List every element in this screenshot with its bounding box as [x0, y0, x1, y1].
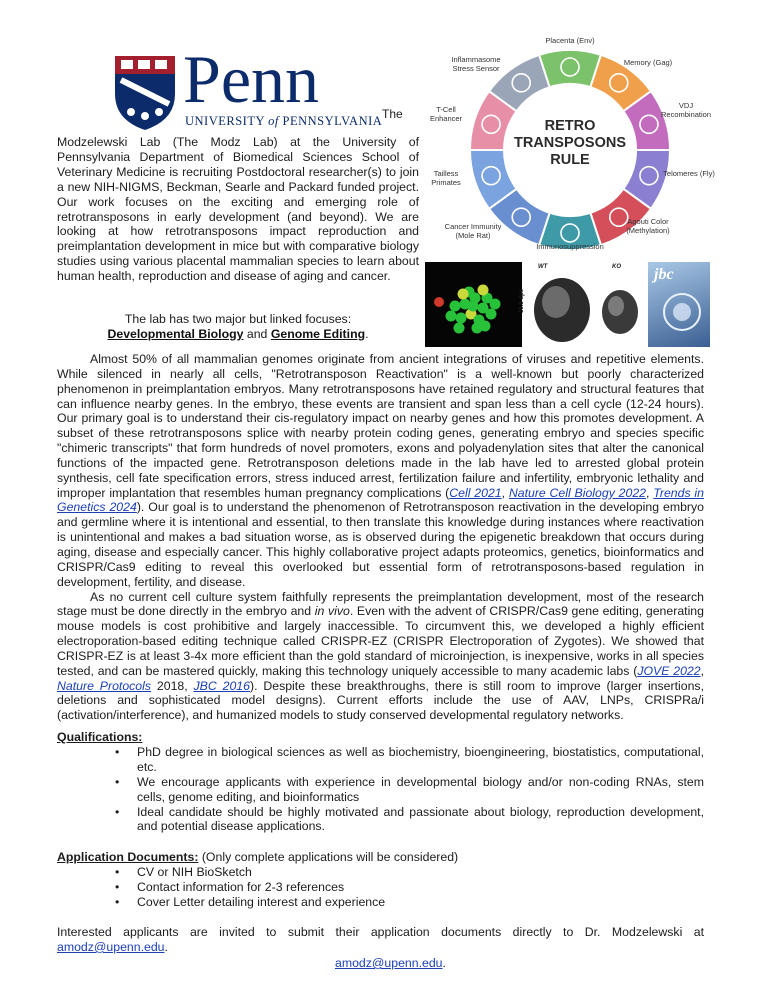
email-link[interactable]: amodz@upenn.edu — [57, 939, 165, 954]
embryo-cell-icon — [446, 311, 457, 322]
link-nature-cell-biology-2022[interactable]: Nature Cell Biology 2022 — [508, 485, 647, 500]
intro-lead-word: The — [382, 107, 403, 121]
intro-paragraph: Modzelewski Lab (The Modz Lab) at the University of Pennsylvania Department of Biomedical Sciences School of Veterinary Medicine is recruiting Postdoctoral researcher(s) to join a new NIH-NIGMS, Beckman, Searle and Packard funded project. Our work focuses on the exciting and emerging role of retrotransposons in early development (and beyond). We are looking at how retrotransposons impact reproduction and preimplantation development in mice but with comparative biology studies using various placental mammalian species to learn about human health, reproduction and disease of aging and cancer. — [57, 135, 419, 284]
jbc-cover-image — [648, 262, 710, 347]
email-footer: amodz@upenn.edu. — [335, 956, 446, 970]
link-jbc-2016[interactable]: JBC 2016 — [193, 678, 250, 693]
research-description — [57, 352, 704, 723]
application-heading: Application Documents: — [57, 850, 199, 864]
wheel-label-vdj: VDJ Recombination — [660, 101, 712, 119]
paragraph-crispr-ez: As no current cell culture system faithfully represents the preimplantation development, most of the research stage must be done directly in the embryo and in vivo. Even with the advent of CRISPR/Cas9 gene editing, generating mouse models is cost prohibitive and largely inaccessible. To circumvent this, we developed a highly efficient electroporation-based editing technique called CRISPR-EZ (CRISPR Electroporation of Zygotes). We showed that CRISPR-EZ is at least 3-4x more efficient than the gold standard of microinjection, is inexpensive, works in all species tested, and can be mastered quickly, making this technology uniquely accessible to many academic labs (JOVE 2022, Nature Protocols 2018, JBC 2016). Despite these breakthroughs, there is still room to improve (larger insertions, deletions and sophisticated model designs). Current efforts include the use of AAV, LNPs, CRISPRa/i (activation/interference), and humanized models to study conserved developmental regulatory networks. — [57, 589, 705, 723]
focus-genome-editing: Genome Editing — [270, 326, 366, 341]
list-item: • Contact information for 2-3 references — [57, 880, 704, 895]
email-link-footer[interactable]: amodz@upenn.edu — [335, 956, 443, 970]
link-trends-in-genetics-2024[interactable]: Trends in Genetics 2024 — [57, 485, 704, 515]
list-item: • PhD degree in biological sciences as well as biochemistry, bioengineering, biostatistics, computational, etc. — [57, 745, 704, 775]
wheel-label-telomeres: Telomeres (Fly) — [663, 169, 715, 178]
wheel-label-tailless: Tailless Primates — [431, 169, 461, 187]
link-jove-2022[interactable]: JOVE 2022 — [637, 663, 701, 678]
jbc-title: jbc — [654, 266, 674, 283]
qualifications-heading: Qualifications: — [57, 730, 143, 744]
wheel-label-placenta: Placenta (Env) — [545, 36, 595, 45]
wheel-label-immuno: Immunosuppression — [536, 242, 604, 251]
list-item: • Cover Letter detailing interest and experience — [57, 895, 704, 910]
embryo-cell-icon — [468, 301, 479, 312]
polar-body-icon — [434, 297, 444, 307]
qualifications-section — [57, 730, 704, 834]
embryo-cell-icon — [454, 323, 465, 334]
link-nature-protocols[interactable]: Nature Protocols — [57, 678, 152, 693]
embryo-cell-icon — [486, 309, 497, 320]
penn-wordmark: Penn — [183, 41, 319, 117]
application-list — [57, 865, 704, 910]
embryo-cell-icon — [480, 321, 491, 332]
wheel-label-tcell: T-Cell Enhancer — [429, 105, 463, 123]
focus-statement: The lab has two major but linked focuses: Developmental Biology and Genome Editing. — [57, 312, 419, 342]
focus-developmental-biology: Developmental Biology — [107, 326, 244, 341]
embryo-photo-icon — [524, 262, 646, 347]
dpc-label: 10.5 dpc — [519, 288, 526, 314]
penn-logo — [113, 41, 383, 132]
qualifications-list — [57, 745, 704, 834]
embryo-cell-icon — [450, 301, 461, 312]
embryo-cells-icon — [425, 262, 522, 347]
application-documents-section — [57, 850, 704, 910]
embryo-cell-icon — [458, 289, 469, 300]
link-cell-2021[interactable]: Cell 2021 — [449, 485, 502, 500]
wheel-label-cancer: Cancer Immunity (Mole Rat) — [444, 222, 502, 240]
retrotransposons-wheel — [420, 30, 720, 260]
embryo-cell-icon — [456, 313, 467, 324]
mouse-embryo-image — [519, 262, 646, 347]
embryo-fluorescence-image — [425, 262, 522, 347]
list-item: • CV or NIH BioSketch — [57, 865, 704, 880]
embryo-cell-icon — [478, 285, 489, 296]
wheel-center-title: RETRO TRANSPOSONS RULE — [514, 118, 626, 168]
application-note: (Only complete applications will be considered) — [198, 850, 459, 864]
embryo-cell-icon — [490, 299, 501, 310]
focus-line: The lab has two major but linked focuses: — [124, 312, 352, 326]
closing-paragraph: Interested applicants are invited to submit their application documents directly to Dr. Modzelewski at amodz@upenn.edu. — [57, 925, 704, 954]
wheel-label-agouti: Agouti Color (Methylation) — [626, 217, 670, 235]
wt-label: WT — [538, 264, 548, 270]
ko-label: KO — [612, 264, 621, 270]
list-item: • We encourage applicants with experience in developmental biology and/or non-coding RNAs, stem cells, genome editing, and bioinformatics — [57, 775, 704, 805]
list-item: • Ideal candidate should be highly motivated and passionate about biology, reproduction development, and potential disease applications. — [57, 805, 704, 835]
penn-subtitle: UNIVERSITY of PENNSYLVANIA — [185, 114, 383, 128]
wheel-label-memory: Memory (Gag) — [623, 58, 673, 67]
wheel-label-inflammasome: Inflammasome Stress Sensor — [451, 55, 501, 73]
paragraph-retrotransposons: Almost 50% of all mammalian genomes originate from ancient integrations of viruses and repetitive elements. While silenced in nearly all cells, "Retrotransposon Reactivation" is a well-known but poorly characterized phenomenon in preimplantation embryos. Many retrotransposons have retained regulatory and structural features that can influence nearby genes. In the embryo, these events are transient and span less than a cell cycle (12-24 hours). Our primary goal is to understand their cis-regulatory impact on nearby genes and how this promotes development. A subset of these retrotransposons splice with nearby protein coding genes, generating embryo and species specific "chimeric transcripts" that form hundreds of novel promoters, exons and polyadenylation sites that alter the canonical functions of the impacted gene. Retrotransposon deletions made in the lab have led to arrested global protein synthesis, cell fate specification errors, stress induced arrest, fertilization failure and infertility, embryonic lethality and improper implantation that resembles human pregnancy complications (Cell 2021, Nature Cell Biology 2022, Trends in Genetics 2024). Our goal is to understand the phenomenon of Retrotransposon reactivation in the developing embryo and germline where it is intentional and essential, to then translate this knowledge during instances where reactivation is unintentional and makes a bad situation worse, as is observed during the epigenetic breakdown that occurs during aging, disease and especially cancer. This highly collaborative project adapts proteomics, genetics, bioinformatics and CRISPR/Cas9 editing to reveal this overlooked but essential form of retrotransposons-based regulation in development, fertility, and disease. — [57, 352, 704, 589]
